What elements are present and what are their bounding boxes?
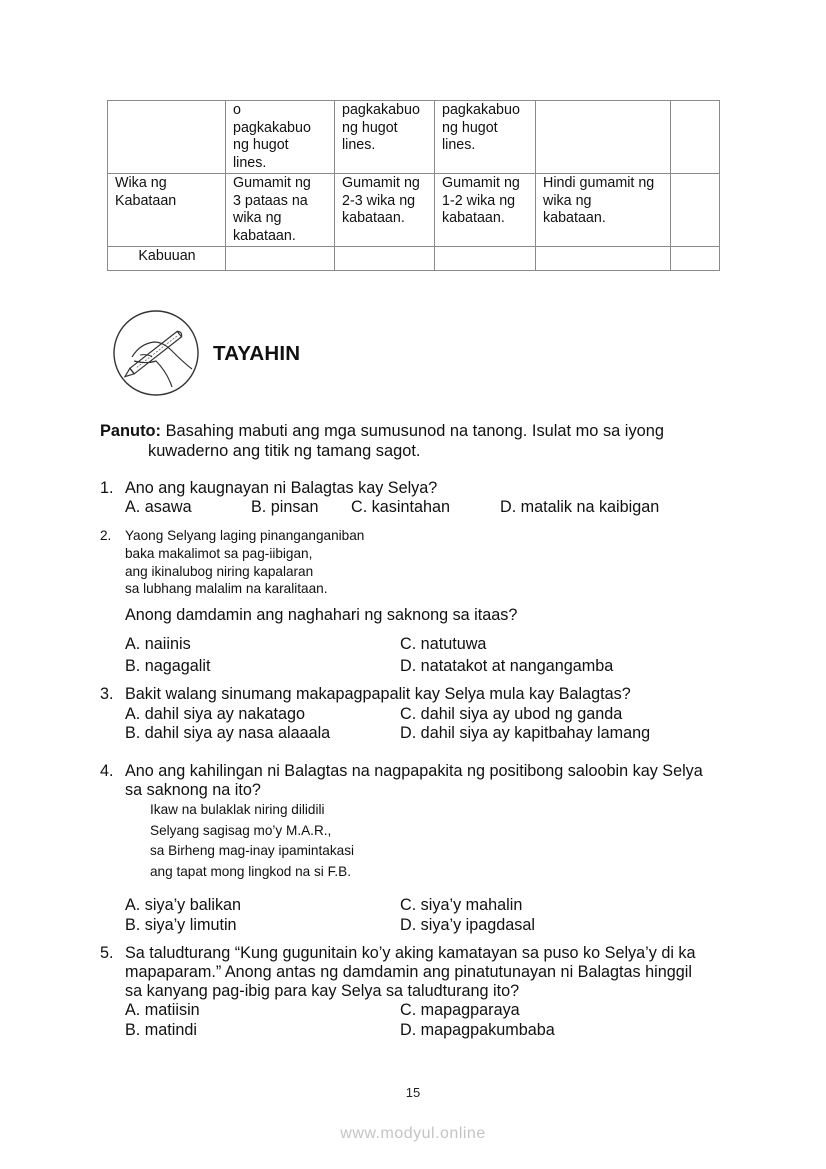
cell-text: kabataan.	[342, 210, 405, 226]
instructions-label: Panuto:	[100, 422, 162, 440]
table-row	[108, 174, 720, 247]
question-text-line-2: sa saknong na ito?	[125, 781, 261, 799]
rubric-cell	[226, 101, 335, 174]
score-cell	[671, 174, 720, 247]
poem-line: Selyang sagisag mo’y M.A.R.,	[150, 822, 332, 838]
cell-text: kabataan.	[233, 227, 296, 244]
option-d: D. siya’y ipagdasal	[400, 916, 535, 934]
rubric-cell	[435, 174, 536, 247]
rubric-cell	[435, 247, 536, 271]
rubric-cell	[435, 101, 536, 174]
cell-text: Gumamit ng	[233, 175, 311, 191]
cell-text: Gumamit ng	[342, 175, 420, 191]
poem-line: Yaong Selyang laging pinanganganiban	[125, 528, 365, 543]
cell-text: lines.	[342, 137, 376, 153]
cell-text: Hindi gumamit ng	[543, 175, 655, 191]
option-b: B. pinsan	[251, 498, 319, 516]
option-b: B. matindi	[125, 1021, 197, 1039]
option-a: A. siya’y balikan	[125, 896, 242, 914]
rubric-cell	[536, 247, 671, 271]
cell-text: Gumamit ng	[442, 175, 520, 191]
cell-text: ng hugot	[342, 119, 398, 136]
rubric-cell	[335, 101, 435, 174]
poem-line: sa lubhang malalim na karalitaan.	[125, 581, 328, 597]
cell-text: wika ng	[233, 210, 282, 226]
option-c: C. mapagparaya	[400, 1001, 520, 1019]
option-a: A. naiinis	[125, 635, 191, 653]
question-text-line-3: sa kanyang pag-ibig para kay Selya sa taludturang ito?	[125, 982, 520, 1000]
poem-stanza	[150, 800, 354, 882]
criterion-text: Kabataan	[115, 192, 177, 209]
option-c: C. dahil siya ay ubod ng ganda	[400, 705, 623, 723]
criterion-cell	[108, 247, 226, 271]
instructions	[100, 421, 720, 461]
section-title: TAYAHIN	[213, 342, 301, 365]
poem-line: sa Birheng mag-inay ipamintakasi	[150, 843, 355, 858]
question-number: 5.	[100, 944, 114, 962]
question-text-line-2: mapaparam.” Anong antas ng damdamin ang pinatutunayan ni Balagtas hinggil	[125, 963, 692, 981]
option-c: C. kasintahan	[351, 498, 450, 516]
option-b: B. siya’y limutin	[125, 916, 237, 934]
poem-line: baka makalimot sa pag-iibigan,	[125, 545, 313, 561]
option-a: A. dahil siya ay nakatago	[125, 705, 305, 723]
cell-text: 1-2 wika ng	[442, 192, 516, 209]
question-number: 1.	[100, 479, 114, 497]
option-c: C. siya’y mahalin	[400, 896, 523, 914]
question-number: 3.	[100, 685, 114, 703]
question-text-line-1: Ano ang kahilingan ni Balagtas na nagpapakita ng positibong saloobin kay Selya	[125, 762, 703, 780]
question-number: 4.	[100, 762, 114, 780]
poem-line: ang tapat mong lingkod na si F.B.	[150, 863, 352, 879]
option-d: D. matalik na kaibigan	[500, 498, 660, 516]
score-cell	[671, 101, 720, 174]
score-cell	[671, 247, 720, 271]
rubric-table	[107, 100, 720, 271]
hand-writing-pencil-icon	[112, 309, 200, 397]
option-b: B. dahil siya ay nasa alaaala	[125, 724, 331, 742]
poem-line: Ikaw na bulaklak niring dilidili	[150, 802, 325, 817]
cell-text: ng hugot	[233, 137, 289, 153]
instructions-line-1: Basahing mabuti ang mga sumusunod na tanong. Isulat mo sa iyong	[165, 422, 664, 440]
cell-text: ng hugot	[442, 119, 498, 136]
rubric-cell	[335, 247, 435, 271]
question-text: Anong damdamin ang naghahari ng saknong sa itaas?	[125, 606, 518, 624]
option-d: D. dahil siya ay kapitbahay lamang	[400, 724, 651, 742]
option-a: A. matiisin	[125, 1001, 200, 1019]
table-row	[108, 101, 720, 174]
cell-text: pagkakabuo	[342, 102, 420, 118]
rubric-cell	[536, 101, 671, 174]
watermark: www.modyul.online	[340, 1125, 486, 1142]
option-b: B. nagagalit	[125, 657, 211, 675]
option-d: D. natatakot at nangangamba	[400, 657, 614, 675]
rubric-cell	[226, 247, 335, 271]
question-number: 2.	[100, 528, 112, 543]
rubric-cell	[335, 174, 435, 247]
poem-stanza	[125, 527, 364, 598]
instructions-line-2: kuwaderno ang titik ng tamang sagot.	[148, 442, 421, 460]
cell-text: 2-3 wika ng	[342, 192, 416, 209]
rubric-cell	[226, 174, 335, 247]
question-text: Ano ang kaugnayan ni Balagtas kay Selya?	[125, 479, 438, 497]
cell-text: lines.	[233, 154, 267, 171]
cell-text: kabataan.	[442, 210, 505, 226]
cell-text: pagkakabuo	[233, 119, 311, 136]
cell-text: o	[233, 102, 241, 118]
table-row	[108, 247, 720, 271]
cell-text: wika ng	[543, 192, 592, 209]
cell-text: 3 pataas na	[233, 192, 308, 209]
criterion-cell	[108, 174, 226, 247]
cell-text: kabataan.	[543, 210, 606, 226]
criterion-text: Wika ng	[115, 175, 167, 191]
page-number: 15	[405, 1085, 421, 1100]
option-d: D. mapagpakumbaba	[400, 1021, 555, 1039]
option-a: A. asawa	[125, 498, 192, 516]
rubric-cell	[536, 174, 671, 247]
poem-line: ang ikinalubog niring kapalaran	[125, 563, 314, 579]
criterion-cell	[108, 101, 226, 174]
criterion-text: Kabuuan	[138, 248, 196, 264]
cell-text: lines.	[442, 137, 476, 153]
question-text-line-1: Sa taludturang “Kung gugunitain ko’y aking kamatayan sa puso ko Selya’y di ka	[125, 944, 696, 962]
option-c: C. natutuwa	[400, 635, 487, 653]
question-text: Bakit walang sinumang makapagpapalit kay Selya mula kay Balagtas?	[125, 685, 631, 703]
cell-text: pagkakabuo	[442, 102, 520, 118]
